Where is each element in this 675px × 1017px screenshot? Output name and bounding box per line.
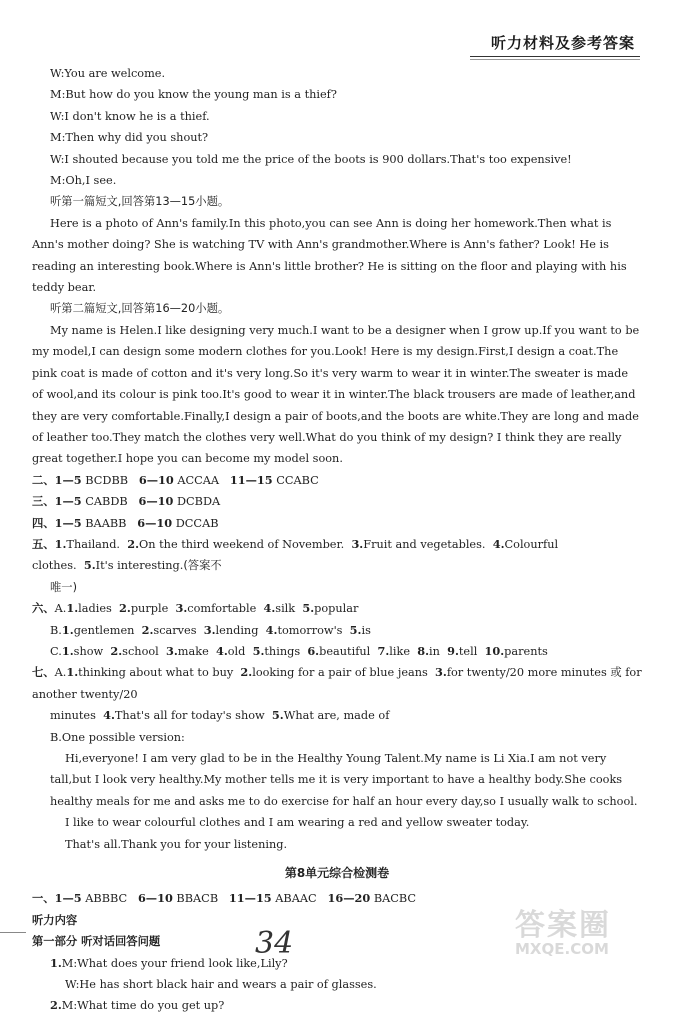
question-line: W:He has short black hair and wears a pair of glasses. <box>65 978 377 992</box>
watermark-logo <box>515 900 655 960</box>
part-heading: 第一部分 听对话回答问题 <box>32 935 161 949</box>
watermark-cn: 答案圈 <box>515 908 611 943</box>
margin-mark <box>0 932 26 933</box>
answer-row-4: 四、1—5 BAABB 6—10 DCCAB <box>32 515 219 530</box>
answer-note: 唯一) <box>50 580 78 594</box>
listening-heading: 听力内容 <box>32 913 78 927</box>
passage-1: Here is a photo of Ann's family.In this photo,you can see Ann is doing her homework.Then what is Ann's mother doing? She is watching TV with Ann's grandmother.Where is Ann's father? Look! He is reading an interesting book.Where is Ann's little brother? He is sitting on the floor and playing with his teddy bear. <box>32 216 627 295</box>
page-header-title: 听力材料及参考答案 <box>490 34 635 52</box>
passage-2: My name is Helen.I like designing very much.I want to be a designer when I grow up.If you want to be my model,I can design some modern clothes for you.Look! Here is my design.First,I design a coat.The pink coat is made of cotton and it's very long.So it's very warm to wear it in winter.The sweater is made of wool,and its colour is pink too.It's good to wear it in winter.The black trousers are made of leather,and they are very comfortable.Finally,I design a pair of boots,and the boots are white.They are long and made of leather too.They match the clothes very well.What do you think of my design? I think they are really great together.I hope you can become my model soon. <box>32 323 640 466</box>
answer-row-6a: 六、A.1.ladies 2.purple 3.comfortable 4.silk 5.popular <box>32 601 359 616</box>
answer-row-7b: B.One possible version: <box>50 730 185 744</box>
answer-row-7a-cont: minutes 4.That's all for today's show 5.What are, made of <box>50 708 390 723</box>
essay-paragraph: I like to wear colourful clothes and I am wearing a red and yellow sweater today. <box>65 816 530 830</box>
essay-paragraph: Hi,everyone! I am very glad to be in the Healthy Young Talent.My name is Li Xia.I am not very tall,but I look very healthy.My mother tells me it is very important to have a healthy body.She cooks healthy meals for me and asks me to do exercise for half an hour every day,so I usually walk to school. <box>50 752 638 808</box>
answer-row-7a: 七、A.1.thinking about what to buy 2.looking for a pair of blue jeans 3.for twenty/20 more minutes 或 for another twenty/20 <box>32 665 642 701</box>
dialogue-line: W:You are welcome. <box>50 67 166 80</box>
dialogue-line: M:Then why did you shout? <box>50 131 209 145</box>
dialogue-line: W:I don't know he is a thief. <box>50 109 210 123</box>
dialogue-line: M:But how do you know the young man is a thief? <box>50 88 337 102</box>
header-rule <box>470 56 640 60</box>
instruction-line: 听第二篇短文,回答第16—20小题。 <box>50 302 230 316</box>
watermark-en: MXQE.COM <box>515 940 609 958</box>
unit8-title: 第8单元综合检测卷 <box>284 866 390 881</box>
unit8-answer-row-1: 一、1—5 ABBBC 6—10 BBACB 11—15 ABAAC 16—20 BACBC <box>32 891 417 906</box>
page-content <box>32 63 642 1017</box>
answer-row-6b: B.1.gentlemen 2.scarves 3.lending 4.tomorrow's 5.is <box>50 622 371 637</box>
question-line: 1.M:What does your friend look like,Lily? <box>50 955 288 970</box>
dialogue-line: W:I shouted because you told me the price of the boots is 900 dollars.That's too expensive! <box>50 152 572 166</box>
answer-row-2: 二、1—5 BCDBB 6—10 ACCAA 11—15 CCABC <box>32 472 319 487</box>
question-line: 2.M:What time do you get up? <box>50 998 225 1013</box>
instruction-line: 听第一篇短文,回答第13—15小题。 <box>50 195 230 209</box>
essay-paragraph: That's all.Thank you for your listening. <box>65 837 288 851</box>
answer-row-3: 三、1—5 CABDB 6—10 DCBDA <box>32 494 221 509</box>
answer-row-5: 五、1.Thailand. 2.On the third weekend of November. 3.Fruit and vegetables. 4.Colourful clothes. 5.It's interesting.(答案不 <box>32 536 559 573</box>
page-number: 34 <box>255 926 294 961</box>
dialogue-line: M:Oh,I see. <box>50 174 117 188</box>
answer-row-6c: C.1.show 2.school 3.make 4.old 5.things 6.beautiful 7.like 8.in 9.tell 10.parents <box>50 643 548 658</box>
